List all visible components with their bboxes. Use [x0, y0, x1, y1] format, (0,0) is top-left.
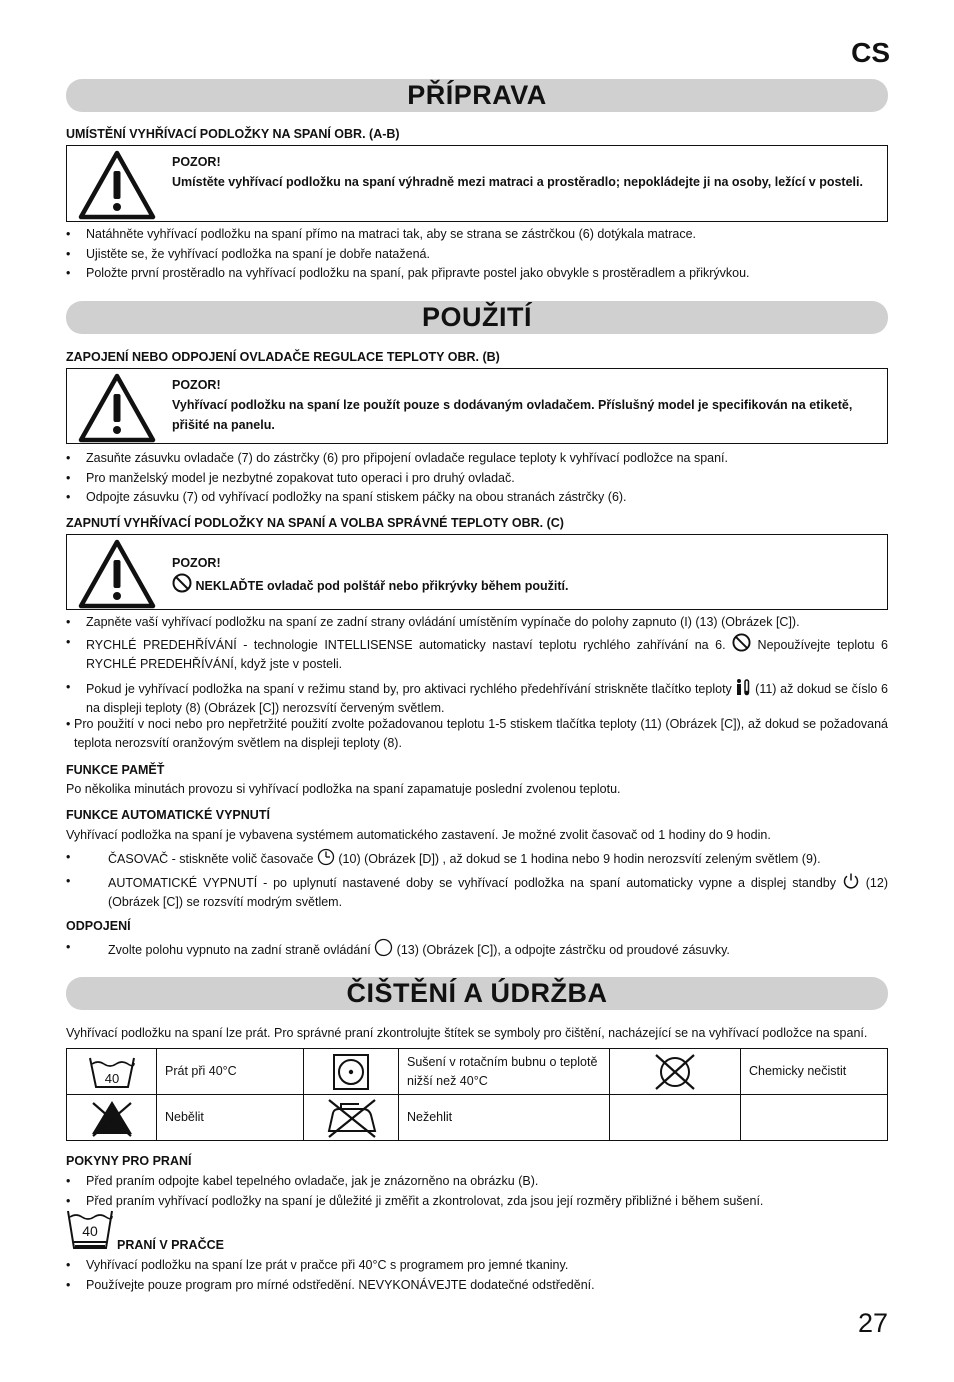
- bullet-list-disconnect: [66, 938, 888, 961]
- list-item: • Pro manželský model je nezbytné zopakovat tuto operaci i pro druhý ovladač.: [66, 469, 888, 488]
- list-item: • ČASOVAČ - stiskněte volič časovače (10) (Obrázek [D]) , až dokud se 1 hodina nebo 9 hodin nerozsvítí zeleným světlem (9).: [66, 848, 888, 869]
- off-position-icon: [374, 938, 393, 957]
- list-item: • Pokud je vyhřívací podložka na spaní v režimu stand by, pro aktivaci rychlého předehřívání striskněte tlačítko teploty (11) až dokud se číslo 6 na displeji teploty (8) (Obrázek [C]) nerozsvítí červeným světlem.: [66, 678, 888, 718]
- table-row: [67, 1049, 888, 1095]
- list-item: • AUTOMATICKÉ VYPNUTÍ - po uplynutí nastavené doby se vyhřívací podložka na spaní automaticky vypne a displej standby (12) (Obrázek [C]) se rozsvítí modrým světlem.: [66, 872, 888, 912]
- disconnect-heading: ODPOJENÍ: [66, 919, 131, 933]
- table-row: [67, 1095, 888, 1141]
- warning-triangle-icon: [77, 372, 157, 444]
- language-code: CS: [851, 37, 890, 68]
- list-item: • Používejte pouze program pro mírné odstředění. NEVYKONÁVEJTE dodatečné odstředění.: [66, 1276, 888, 1295]
- machine-wash-40-icon: [66, 1208, 114, 1252]
- bullet-list-night-use: [66, 715, 888, 754]
- bullet-list-preparation: [66, 225, 888, 284]
- tumble-dry-low-icon: [331, 1053, 371, 1091]
- subheading-placement: UMÍSTĚNÍ VYHŘÍVACÍ PODLOŽKY NA SPANÍ OBR. (A-B): [66, 127, 400, 141]
- list-item: • Před praním odpojte kabel tepelného ovladače, jak je znázorněno na obrázku (B).: [66, 1172, 888, 1191]
- warning-text: Vyhřívací podložku na spaní lze použít pouze s dodávaným ovladačem. Příslušný model je specifikován na etiketě, přišité na panelu.: [172, 398, 853, 432]
- temperature-button-icon: [735, 678, 751, 696]
- timer-icon: [317, 848, 335, 866]
- standby-power-icon: [842, 872, 860, 890]
- auto-off-text: Vyhřívací podložka na spaní je vybavena systémem automatického zastavení. Je možné zvolit časovač od 1 hodiny do 9 hodin.: [66, 828, 771, 842]
- cleaning-intro: Vyhřívací podložku na spaní lze prát. Pro správné praní zkontrolujte štítek se symboly pro čištění, nacházející se na vyhřívací podložce na spaní.: [66, 1026, 868, 1040]
- no-bleach-icon: [87, 1098, 137, 1138]
- list-item: • Natáhněte vyhřívací podložku na spaní přímo na matraci tak, aby se strana se zástrčkou (6) dotýkala matrace.: [66, 225, 888, 244]
- section-title-preparation: PŘÍPRAVA: [66, 79, 888, 112]
- warning-label: POZOR!: [172, 378, 221, 392]
- prohibited-icon: [732, 633, 751, 652]
- warning-box-pillow: [66, 534, 888, 610]
- warning-triangle-icon: [77, 149, 157, 221]
- list-item: • Odpojte zásuvku (7) od vyhřívací podložky na spaní stiskem páčky na obou stranách zástrčky (6).: [66, 488, 888, 507]
- warning-label: POZOR!: [172, 556, 221, 570]
- memory-heading: FUNKCE PAMĚŤ: [66, 763, 165, 777]
- no-iron-icon: [323, 1097, 379, 1139]
- care-wash-label: Prát při 40°C: [157, 1049, 304, 1095]
- list-item: • Ujistěte se, že vyhřívací podložka na spaní je dobře natažená.: [66, 245, 888, 264]
- list-item: • Zapněte vaší vyhřívací podložku na spaní ze zadní strany ovládání umístěním vypínače do polohy zapnuto (I) (13) (Obrázek [C]).: [66, 613, 888, 632]
- list-item: • Vyhřívací podložku na spaní lze prát v pračce při 40°C s programem pro jemné tkaniny.: [66, 1256, 888, 1275]
- machine-wash-temp-label: 40: [82, 1223, 98, 1239]
- warning-text: Umístěte vyhřívací podložku na spaní výhradně mezi matraci a prostěradlo; nepokládejte ji na osoby, ležící v posteli.: [172, 175, 863, 189]
- list-item: • Před praním vyhřívací podložky na spaní je důležité ji změřit a zkontrolovat, zda jsou její rozměry přibližné i během sušení.: [66, 1192, 888, 1211]
- subheading-switch-on: ZAPNUTÍ VYHŘÍVACÍ PODLOŽKY NA SPANÍ A VOLBA SPRÁVNÉ TEPLOTY OBR. (C): [66, 516, 564, 530]
- list-item: • Zasuňte zásuvku ovladače (7) do zástrčky (6) pro připojení ovladače regulace teploty k vyhřívací podložce na spaní.: [66, 449, 888, 468]
- prohibited-icon: [172, 573, 192, 593]
- wash-temp-label: 40: [104, 1070, 119, 1086]
- warning-box-controller: [66, 368, 888, 444]
- bullet-list-switch-on: [66, 613, 888, 718]
- bullet-list-machine-wash: [66, 1256, 888, 1295]
- section-title-cleaning: ČIŠTĚNÍ A ÚDRŽBA: [66, 977, 888, 1010]
- page-number: 27: [857, 1308, 888, 1338]
- machine-wash-heading: PRANÍ V PRAČCE: [117, 1238, 224, 1252]
- care-bleach-label: Nebělit: [157, 1095, 304, 1141]
- list-item: • Pro použití v noci nebo pro nepřetržité použití zvolte požadovanou teplotu 1-5 stiskem tlačítka teploty (11) (Obrázek [C]), až dokud se požadovaná teplota nerozsvítí oranžovým světlem na displeji teploty (8).: [66, 715, 888, 753]
- list-item: • Zvolte polohu vypnuto na zadní straně ovládání (13) (Obrázek [C]), a odpojte zástrčku od proudové zásuvky.: [66, 938, 888, 960]
- warning-box-placement: [66, 145, 888, 222]
- wash-40-icon: [88, 1054, 136, 1090]
- care-symbols-table: [66, 1048, 888, 1141]
- bullet-list-connect: [66, 449, 888, 508]
- list-item: • Položte první prostěradlo na vyhřívací podložku na spaní, pak připravte postel jako obvykle s prostěradlem a přikrývkou.: [66, 264, 888, 283]
- list-item: • RYCHLÉ PREDEHŘÍVÁNÍ - technologie INTELLISENSE automaticky nastaví teplotu rychlého zahřívání na 6. Nepoužívejte teplotu 6 RYCHLÉ PREDEHŘÍVÁNÍ, když jste v posteli.: [66, 633, 888, 674]
- bullet-list-auto-off: [66, 848, 888, 913]
- warning-label: POZOR!: [172, 155, 221, 169]
- bullet-list-wash-instructions: [66, 1172, 888, 1211]
- wash-instructions-heading: POKYNY PRO PRANÍ: [66, 1154, 192, 1168]
- auto-off-heading: FUNKCE AUTOMATICKÉ VYPNUTÍ: [66, 808, 270, 822]
- subheading-connect: ZAPOJENÍ NEBO ODPOJENÍ OVLADAČE REGULACE TEPLOTY OBR. (B): [66, 350, 500, 364]
- care-dryclean-label: Chemicky nečistit: [741, 1049, 888, 1095]
- warning-text: NEKLAĎTE ovladač pod polštář nebo přikrývky během použití.: [195, 579, 569, 593]
- no-dry-clean-icon: [650, 1052, 700, 1092]
- care-tumble-label: Sušení v rotačním bubnu o teplotě nižší než 40°C: [399, 1049, 610, 1095]
- warning-triangle-icon: [77, 538, 157, 610]
- care-iron-label: Nežehlit: [399, 1095, 610, 1141]
- memory-text: Po několika minutách provozu si vyhřívací podložka na spaní zapamatuje poslední zvolenou teplotu.: [66, 782, 621, 796]
- section-title-usage: POUŽITÍ: [66, 301, 888, 334]
